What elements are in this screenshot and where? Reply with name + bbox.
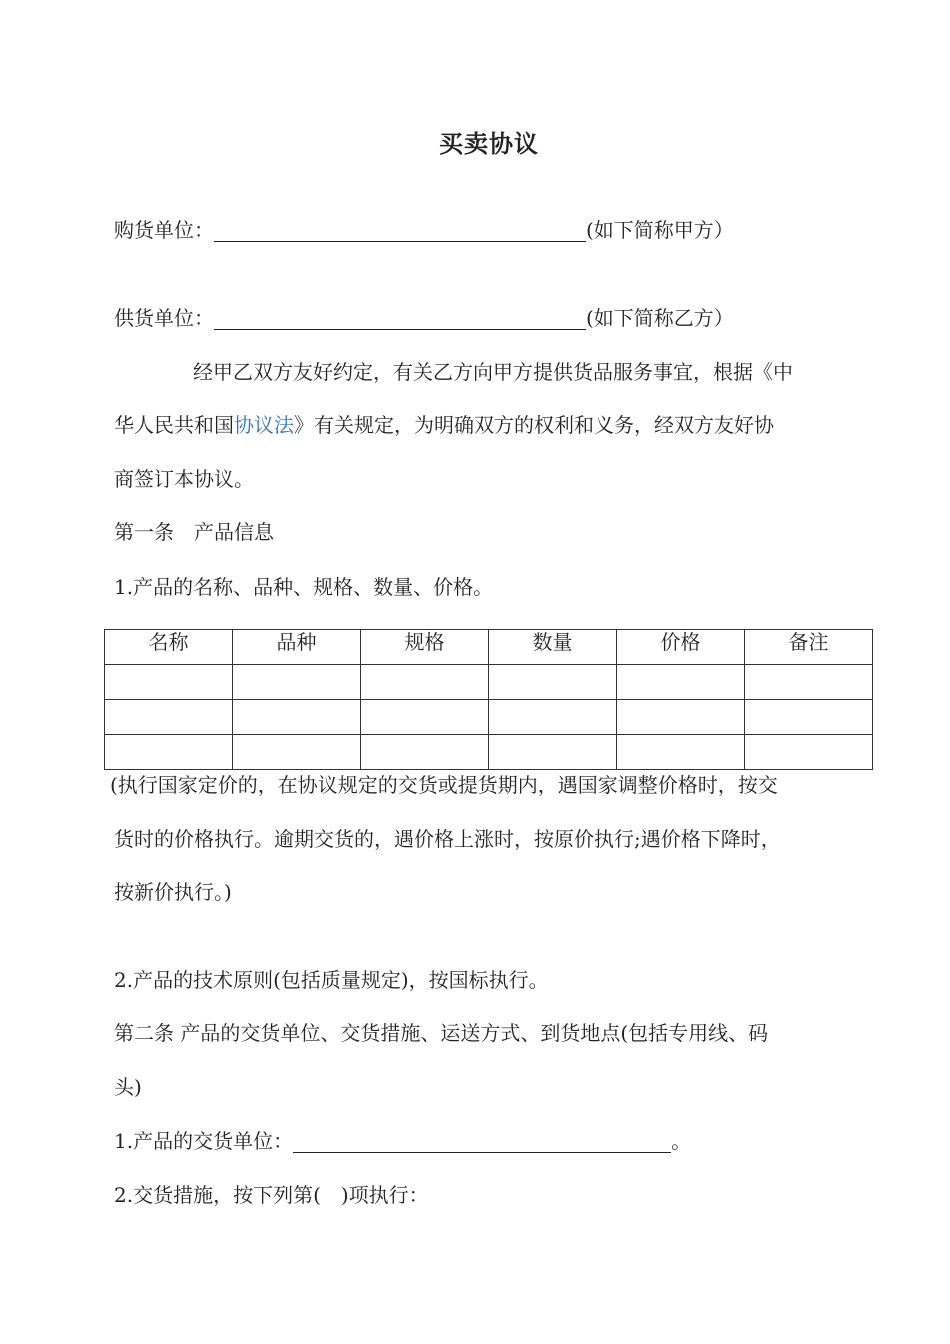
delivery-unit-blank[interactable] (293, 1130, 671, 1153)
table-header-cell: 数量 (489, 630, 617, 665)
table-cell[interactable] (617, 735, 745, 770)
article-2-item-1 (114, 1129, 691, 1153)
table-cell[interactable] (361, 700, 489, 735)
table-header-cell: 价格 (617, 630, 745, 665)
buyer-blank[interactable] (214, 219, 586, 242)
table-row (105, 700, 873, 735)
buyer-note: (如下简称甲方） (586, 218, 734, 242)
intro-line-3: 商签订本协议。 (114, 467, 254, 491)
table-cell[interactable] (617, 665, 745, 700)
product-table (104, 629, 873, 770)
table-cell[interactable] (233, 665, 361, 700)
table-cell[interactable] (233, 735, 361, 770)
buyer-line (114, 218, 734, 242)
table-cell[interactable] (489, 665, 617, 700)
table-row (105, 735, 873, 770)
law-link[interactable]: 协议法 (234, 413, 294, 437)
table-cell[interactable] (361, 735, 489, 770)
table-header-cell: 品种 (233, 630, 361, 665)
price-note-line-2: 货时的价格执行。逾期交货的，遇价格上涨时，按原价执行;遇价格下降时， (114, 827, 781, 851)
table-cell[interactable] (361, 665, 489, 700)
article-2-heading-line-2: 头) (114, 1075, 142, 1099)
seller-label: 供货单位： (114, 306, 214, 330)
delivery-unit-end: 。 (671, 1129, 692, 1153)
price-note-line-1: (执行国家定价的，在协议规定的交货或提货期内，遇国家调整价格时，按交 (110, 773, 778, 797)
table-header-cell: 备注 (745, 630, 873, 665)
seller-note: (如下简称乙方） (586, 306, 734, 330)
table-cell[interactable] (105, 735, 233, 770)
table-cell[interactable] (105, 700, 233, 735)
buyer-label: 购货单位： (114, 218, 214, 242)
article-1-item-2: 2.产品的技术原则(包括质量规定)，按国标执行。 (114, 968, 549, 992)
seller-line (114, 306, 734, 330)
intro-line-2-post: 》有关规定，为明确双方的权利和义务，经双方友好协 (294, 413, 774, 437)
table-header-row (105, 630, 873, 665)
article-2-item-2: 2.交货措施，按下列第( )项执行： (114, 1183, 429, 1207)
table-cell[interactable] (489, 735, 617, 770)
document-title: 买卖协议 (439, 129, 539, 158)
delivery-unit-label: 1.产品的交货单位： (114, 1129, 294, 1153)
table-cell[interactable] (745, 665, 873, 700)
table-cell[interactable] (745, 735, 873, 770)
table-header-cell: 规格 (361, 630, 489, 665)
table-cell[interactable] (489, 700, 617, 735)
article-1-heading: 第一条 产品信息 (114, 520, 274, 544)
intro-line-1: 经甲乙双方友好约定，有关乙方向甲方提供货品服务事宜，根据《中 (193, 360, 793, 384)
price-note-line-3: 按新价执行。) (114, 880, 232, 904)
table-row (105, 665, 873, 700)
table-cell[interactable] (105, 665, 233, 700)
intro-line-2 (114, 413, 774, 437)
article-1-item-1: 1.产品的名称、品种、规格、数量、价格。 (114, 575, 494, 599)
article-2-heading-line-1: 第二条 产品的交货单位、交货措施、运送方式、到货地点(包括专用线、码 (114, 1021, 769, 1045)
table-cell[interactable] (745, 700, 873, 735)
intro-line-2-pre: 华人民共和国 (114, 413, 234, 437)
seller-blank[interactable] (214, 307, 586, 330)
table-cell[interactable] (617, 700, 745, 735)
table-cell[interactable] (233, 700, 361, 735)
table-header-cell: 名称 (105, 630, 233, 665)
